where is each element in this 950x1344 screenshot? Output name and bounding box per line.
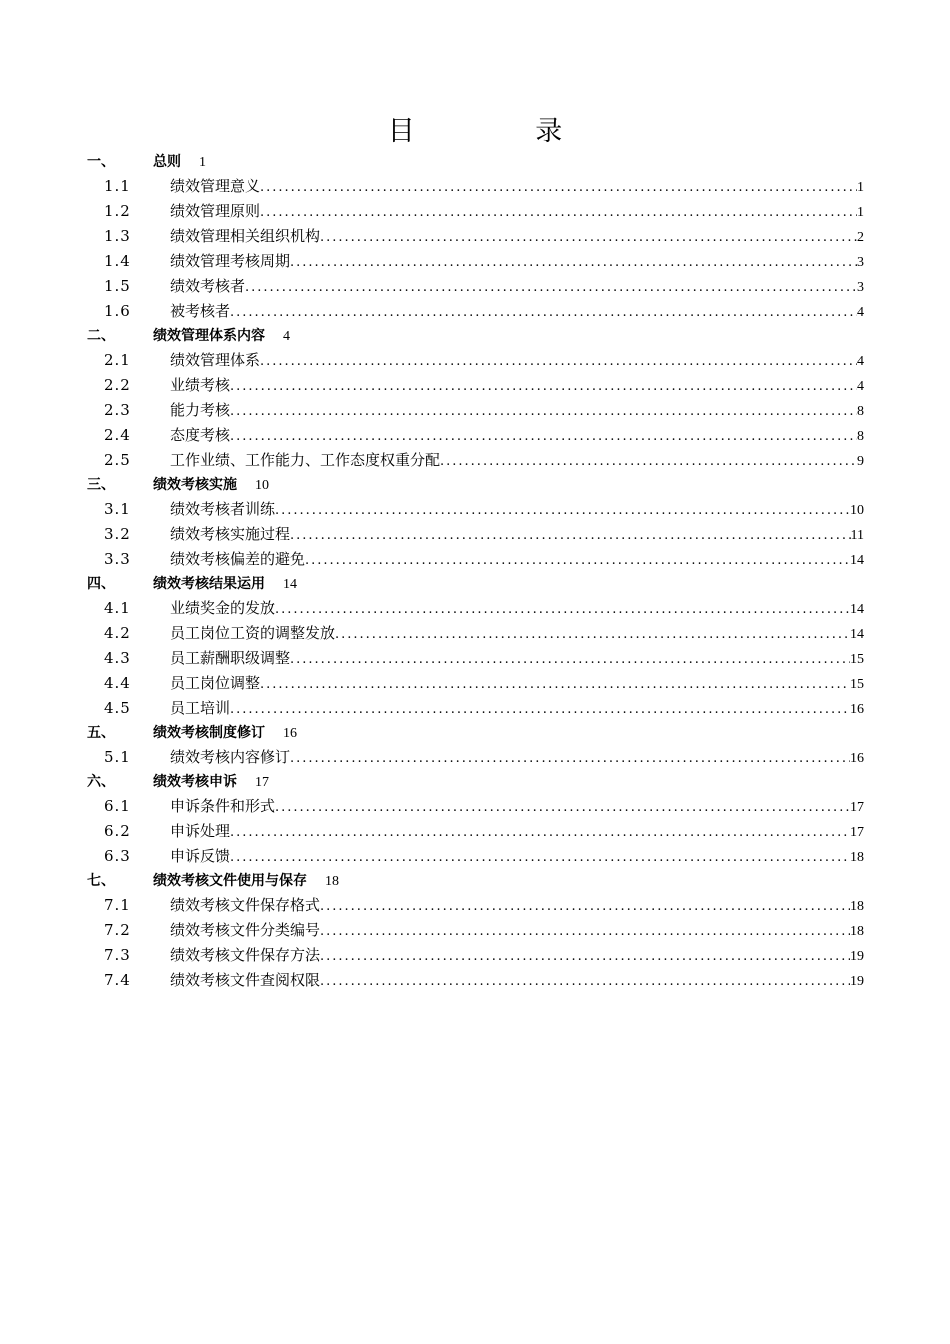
entry-title: 申诉反馈 [170,847,231,865]
dot-leader [440,449,857,474]
entry-page-number: 14 [850,627,864,642]
entry-line [170,199,864,225]
section-page-number: 1 [199,155,206,170]
section-page-number: 16 [283,726,297,741]
toc-entry[interactable] [0,671,950,696]
section-title: 绩效考核实施 [153,477,237,493]
entry-title: 申诉处理 [170,822,231,840]
entry-number: 2.1 [104,351,131,369]
entry-title: 工作业绩、工作能力、工作态度权重分配 [170,451,441,469]
entry-number: 7.4 [104,971,131,989]
entry-line [170,398,864,424]
entry-page-number: 15 [850,677,864,692]
section-number: 一、 [87,154,115,170]
toc-entry[interactable] [0,497,950,522]
section-number: 六、 [87,774,115,790]
section-page-number: 17 [255,775,269,790]
section-title-group [153,572,297,597]
entry-number: 2.5 [104,451,131,469]
entry-line [170,174,864,200]
dot-leader [230,424,857,449]
section-title-group [153,721,297,746]
entry-page-number: 17 [850,800,864,815]
dot-leader [230,820,850,845]
section-title: 绩效管理体系内容 [153,328,265,344]
entry-page-number: 18 [850,899,864,914]
dot-leader [320,894,850,919]
entry-line [170,497,864,523]
entry-title: 绩效考核内容修订 [170,748,291,766]
section-title: 绩效考核结果运用 [153,576,265,592]
entry-number: 6.3 [104,847,131,865]
entry-title: 申诉条件和形式 [170,797,276,815]
toc-section-heading[interactable] [0,150,950,174]
entry-title: 员工薪酬职级调整 [170,649,291,667]
entry-title: 员工岗位工资的调整发放 [170,624,336,642]
dot-leader [260,349,857,374]
entry-title: 态度考核 [170,426,231,444]
dot-leader [335,622,850,647]
section-number: 二、 [87,328,115,344]
entry-page-number: 2 [857,230,864,245]
entry-title: 绩效考核文件查阅权限 [170,971,321,989]
toc-section-heading[interactable] [0,869,950,893]
entry-page-number: 8 [857,429,864,444]
toc-section-heading[interactable] [0,473,950,497]
entry-title: 绩效考核文件保存格式 [170,896,321,914]
toc-entry[interactable] [0,968,950,993]
entry-page-number: 3 [857,280,864,295]
entry-page-number: 1 [857,180,864,195]
section-number: 四、 [87,576,115,592]
dot-leader [320,969,850,994]
entry-line [170,522,864,548]
section-title-group [153,770,269,795]
entry-number: 6.2 [104,822,131,840]
entry-line [170,968,864,994]
toc-entry[interactable] [0,448,950,473]
entry-line [170,794,864,820]
entry-line [170,745,864,771]
entry-line [170,819,864,845]
toc-section-heading[interactable] [0,721,950,745]
dot-leader [290,746,850,771]
entry-line [170,547,864,573]
toc-entry[interactable] [0,274,950,299]
entry-title: 绩效管理相关组织机构 [170,227,321,245]
dot-leader [305,548,850,573]
entry-number: 2.2 [104,376,131,394]
entry-number: 3.2 [104,525,131,543]
entry-line [170,448,864,474]
dot-leader [230,399,857,424]
entry-page-number: 16 [850,702,864,717]
section-page-number: 10 [255,478,269,493]
dot-leader [230,697,850,722]
entry-title: 绩效管理体系 [170,351,261,369]
entry-number: 1.5 [104,277,131,295]
dot-leader [290,647,850,672]
toc-entry[interactable] [0,893,950,918]
entry-line [170,224,864,250]
dot-leader [290,523,851,548]
entry-number: 1.1 [104,177,131,195]
toc-entry[interactable] [0,373,950,398]
entry-number: 3.3 [104,550,131,568]
entry-page-number: 16 [850,751,864,766]
entry-title: 绩效考核者训练 [170,500,276,518]
entry-page-number: 9 [857,454,864,469]
entry-title: 绩效考核者 [170,277,246,295]
entry-title: 绩效考核偏差的避免 [170,550,306,568]
entry-page-number: 14 [850,553,864,568]
entry-page-number: 4 [857,354,864,369]
dot-leader [230,300,857,325]
entry-title: 绩效考核文件分类编号 [170,921,321,939]
toc-section-heading[interactable] [0,572,950,596]
toc-entry[interactable] [0,596,950,621]
toc-entry[interactable] [0,174,950,199]
entry-number: 1.4 [104,252,131,270]
entry-page-number: 15 [850,652,864,667]
entry-line [170,373,864,399]
entry-title: 能力考核 [170,401,231,419]
toc-section-heading[interactable] [0,324,950,348]
entry-number: 4.4 [104,674,131,692]
toc-entry[interactable] [0,918,950,943]
entry-number: 1.3 [104,227,131,245]
entry-line [170,943,864,969]
entry-page-number: 14 [850,602,864,617]
entry-line [170,423,864,449]
dot-leader [275,498,850,523]
toc-entry[interactable] [0,224,950,249]
toc-entry[interactable] [0,423,950,448]
section-number: 七、 [87,873,115,889]
dot-leader [320,919,850,944]
dot-leader [320,225,857,250]
section-page-number: 14 [283,577,297,592]
entry-page-number: 4 [857,379,864,394]
section-title-group [153,473,269,498]
entry-title: 绩效考核实施过程 [170,525,291,543]
toc-entry[interactable] [0,621,950,646]
entry-line [170,893,864,919]
dot-leader [260,672,850,697]
entry-line [170,918,864,944]
entry-number: 4.3 [104,649,131,667]
entry-number: 5.1 [104,748,131,766]
entry-number: 7.1 [104,896,131,914]
entry-title: 业绩考核 [170,376,231,394]
entry-page-number: 17 [850,825,864,840]
section-number: 五、 [87,725,115,741]
dot-leader [245,275,857,300]
toc-entry[interactable] [0,398,950,423]
toc-section-heading[interactable] [0,770,950,794]
toc-entry[interactable] [0,794,950,819]
entry-title: 绩效管理考核周期 [170,252,291,270]
entry-page-number: 10 [850,503,864,518]
entry-line [170,646,864,672]
entry-line [170,274,864,300]
entry-number: 2.3 [104,401,131,419]
entry-number: 1.6 [104,302,131,320]
entry-line [170,696,864,722]
section-number: 三、 [87,477,115,493]
toc-entry[interactable] [0,696,950,721]
entry-number: 7.3 [104,946,131,964]
entry-page-number: 1 [857,205,864,220]
entry-line [170,596,864,622]
section-title-group [153,869,339,894]
entry-page-number: 19 [850,949,864,964]
entry-number: 3.1 [104,500,131,518]
dot-leader [260,175,857,200]
entry-title: 员工培训 [170,699,231,717]
entry-title: 员工岗位调整 [170,674,261,692]
toc-entry[interactable] [0,844,950,869]
dot-leader [230,845,850,870]
entry-line [170,844,864,870]
entry-page-number: 19 [850,974,864,989]
section-title-group [153,324,290,349]
entry-page-number: 18 [850,924,864,939]
entry-number: 2.4 [104,426,131,444]
section-title-group [153,150,206,175]
dot-leader [275,597,850,622]
entry-page-number: 8 [857,404,864,419]
entry-number: 4.5 [104,699,131,717]
toc-entry[interactable] [0,249,950,274]
section-page-number: 18 [325,874,339,889]
entry-number: 1.2 [104,202,131,220]
entry-line [170,299,864,325]
dot-leader [290,250,857,275]
toc-entry[interactable] [0,646,950,671]
toc-entry[interactable] [0,199,950,224]
toc-entry[interactable] [0,299,950,324]
entry-page-number: 18 [850,850,864,865]
toc-entry[interactable] [0,522,950,547]
entry-number: 4.2 [104,624,131,642]
entry-page-number: 3 [857,255,864,270]
entry-title: 绩效管理意义 [170,177,261,195]
entry-line [170,621,864,647]
entry-title: 绩效考核文件保存方法 [170,946,321,964]
entry-number: 7.2 [104,921,131,939]
entry-line [170,671,864,697]
entry-title: 业绩奖金的发放 [170,599,276,617]
toc-entry[interactable] [0,745,950,770]
section-title: 绩效考核申诉 [153,774,237,790]
toc-entry[interactable] [0,819,950,844]
section-title: 绩效考核制度修订 [153,725,265,741]
toc-entry[interactable] [0,348,950,373]
dot-leader [320,944,850,969]
entry-page-number: 11 [850,528,864,543]
section-title: 总则 [153,154,181,170]
toc-entry[interactable] [0,943,950,968]
entry-line [170,249,864,275]
toc-title: 目 录 [387,116,619,147]
entry-title: 绩效管理原则 [170,202,261,220]
toc-entry[interactable] [0,547,950,572]
entry-number: 6.1 [104,797,131,815]
entry-line [170,348,864,374]
section-page-number: 4 [283,329,290,344]
dot-leader [275,795,850,820]
entry-page-number: 4 [857,305,864,320]
entry-number: 4.1 [104,599,131,617]
table-of-contents [0,150,950,993]
section-title: 绩效考核文件使用与保存 [153,873,307,889]
entry-title: 被考核者 [170,302,231,320]
dot-leader [230,374,857,399]
dot-leader [260,200,857,225]
